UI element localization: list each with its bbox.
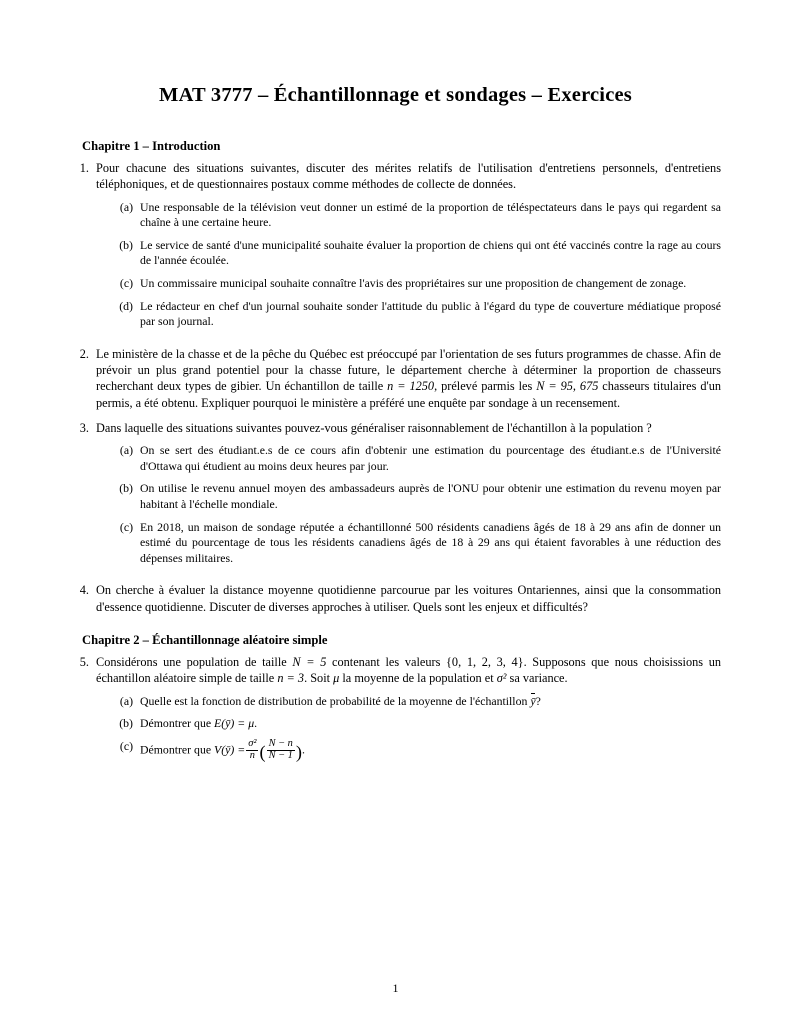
question-text-part: , prélevé parmis les: [434, 379, 537, 394]
question-text: On cherche à évaluer la distance moyenne quotidienne parcourue par les voitures Ontariennes, ainsi que la consommation d'essence quotidienne. Discuter de diverses approches à utiliser. Quels sont les enjeux et difficultés?: [96, 583, 721, 614]
question-number: 2.: [79, 346, 89, 361]
section-heading-chapter-1: Chapitre 1 – Introduction: [82, 139, 221, 153]
question-item: [70, 346, 721, 411]
question-item: [70, 160, 721, 337]
question-item: [70, 582, 721, 615]
subquestion-label: (a): [119, 693, 133, 708]
subquestion-text: [140, 716, 721, 732]
question-text: [96, 654, 721, 687]
question-text-part: Le ministère de la chasse et de la pêche du Québec est préoccupé par l'orientation de ses futurs programmes de chasse. Afin de prévoir un plus grand potentiel pour la chasse future, le département cherche à déterminer la proportion de chasseurs recherchant deux types de gibier. Un échantillon de taille: [96, 346, 721, 394]
question-text: Pour chacune des situations suivantes, discuter des mérites relatifs de l'utilisation d'entretiens personnels, d'entretiens téléphoniques, et de questionnaires postaux comme méthodes de collecte de données.: [96, 161, 721, 192]
question-item: [70, 654, 721, 769]
question-text-part: Considérons une population de taille: [96, 654, 293, 669]
subquestion-label: (a): [119, 443, 133, 458]
subquestion-text: Le rédacteur en chef d'un journal souhaite sonder l'attitude du public à l'égard du type de couverture médiatique proposé par son journal.: [140, 298, 721, 329]
math-sample-size: n = 1250: [387, 379, 435, 394]
subquestion-label: (c): [119, 275, 133, 290]
subquestion-text: En 2018, un maison de sondage réputée a échantillonné 500 résidents canadiens âgés de 18 à 29 ans afin de donner un estimé du pourcentage de tous les résidents canadiens âgés de 18 à 29 ans qui étaient favorables à une réduction des dépenses militaires.: [140, 519, 721, 565]
math-sample-size: n = 3: [277, 671, 305, 686]
question-text-part: la moyenne de la population et: [339, 671, 497, 686]
subquestion-text: Une responsable de la télévision veut donner un estimé de la proportion de téléspectateurs dans le pays qui regardent sa chaîne à une certaine heure.: [140, 199, 721, 230]
subquestion-label: (a): [119, 199, 133, 214]
question-body: [96, 420, 721, 573]
math-fraction-sigma-n: [246, 739, 258, 762]
section-heading-chapter-2: Chapitre 2 – Échantillonnage aléatoire simple: [82, 632, 328, 647]
page-number: 1: [392, 981, 399, 995]
subquestion-text: Un commissaire municipal souhaite connaître l'avis des propriétaires sur une proposition de changement de zonage.: [140, 275, 687, 290]
subquestion-label: (c): [119, 519, 133, 534]
question-number: 4.: [79, 583, 89, 598]
subquestion-label: (d): [119, 298, 133, 313]
list-item: [110, 694, 721, 710]
subquestion-text: Le service de santé d'une municipalité souhaite évaluer la proportion de chiens qui ont été vaccinés contre la rage au cours de l'année écoulée.: [140, 237, 721, 268]
question-body: [96, 582, 721, 615]
list-item: [110, 520, 721, 567]
subquestion-wrapper: [110, 694, 721, 762]
question-text-part: chasseurs titulaires d'un permis, a été obtenu. Expliquer pourquoi le ministère a préféré une enquête par sondage à un recensement.: [96, 379, 721, 410]
subquestion-text: [140, 739, 721, 762]
question-text-part: sa variance.: [506, 671, 568, 686]
math-mu: μ: [333, 671, 340, 686]
subquestion-label: (b): [119, 481, 133, 496]
subquestion-list: [110, 443, 721, 566]
question-body: [96, 160, 721, 337]
subquestion-wrapper: [110, 200, 721, 330]
list-item: [110, 716, 721, 732]
math-value-set: {0, 1, 2, 3, 4}: [446, 654, 524, 669]
subquestion-text: On se sert des étudiant.e.s de ce cours afin d'obtenir une estimation du pourcentage des étudiant.e.s de l'Université d'Ottawa qui étudient au moins deux heures par jour.: [140, 443, 721, 473]
page-title: MAT 3777 – Échantillonnage et sondages – Exercices: [159, 84, 632, 106]
list-item: [110, 481, 721, 512]
subquestion-list: [110, 694, 721, 762]
subquestion-label: (c): [119, 738, 133, 753]
subquestion-wrapper: [110, 443, 721, 566]
list-item: [110, 739, 721, 762]
subquestion-label: (b): [119, 237, 133, 252]
math-fraction-denominator: n: [249, 749, 255, 761]
list-item: [110, 200, 721, 231]
math-variance-lhs: V(ȳ) =: [214, 742, 246, 757]
question-number: 1.: [79, 161, 89, 175]
math-population-size: N = 95, 675: [536, 379, 599, 394]
subquestion-text: [140, 694, 721, 710]
list-item: [110, 238, 721, 269]
subquestion-text-part: ?: [535, 693, 541, 708]
question-number: 3.: [79, 421, 89, 435]
math-sigma-squared: σ²: [496, 671, 507, 686]
math-fraction-fpc: [267, 739, 295, 762]
list-item: [110, 299, 721, 330]
question-text: [96, 346, 721, 411]
math-right-paren: ): [295, 742, 302, 763]
math-population-size: N = 5: [292, 654, 327, 669]
subquestion-text-part: .: [301, 742, 305, 757]
question-list-chapter-2: [70, 654, 721, 769]
list-item: [110, 443, 721, 474]
question-text: Dans laquelle des situations suivantes pouvez-vous généraliser raisonnablement de l'échantillon à la population ?: [96, 421, 652, 435]
subquestion-text-part: Démontrer que: [140, 716, 215, 731]
question-text-part: . Supposons que nous choisissions un échantillon aléatoire simple de taille: [96, 654, 722, 686]
math-left-paren: (: [259, 742, 266, 763]
list-item: [110, 276, 721, 292]
math-fraction-numerator: σ²: [248, 737, 257, 749]
question-list-chapter-1: [70, 160, 721, 615]
subquestion-text: On utilise le revenu annuel moyen des ambassadeurs auprès de l'ONU pour obtenir une estimation du revenu moyen par habitant à l'échelle mondiale.: [140, 481, 721, 512]
subquestion-list: [110, 200, 721, 330]
subquestion-text-part: Démontrer que: [140, 742, 215, 757]
question-body: [96, 346, 721, 411]
math-fraction-numerator: N − n: [268, 737, 293, 749]
math-expectation-identity: E(ȳ) = μ: [214, 716, 255, 731]
question-body: [96, 654, 721, 769]
subquestion-text-part: Quelle est la fonction de distribution de probabilité de la moyenne de l'échantillon: [140, 693, 531, 708]
question-number: 5.: [79, 654, 89, 669]
subquestion-label: (b): [119, 716, 133, 731]
subquestion-text-part: .: [254, 716, 258, 731]
math-y-bar: ȳ: [530, 693, 536, 708]
question-item: [70, 420, 721, 573]
question-text-part: contenant les valeurs: [326, 654, 447, 669]
math-fraction-denominator: N − 1: [268, 749, 293, 761]
question-text-part: . Soit: [304, 671, 334, 686]
